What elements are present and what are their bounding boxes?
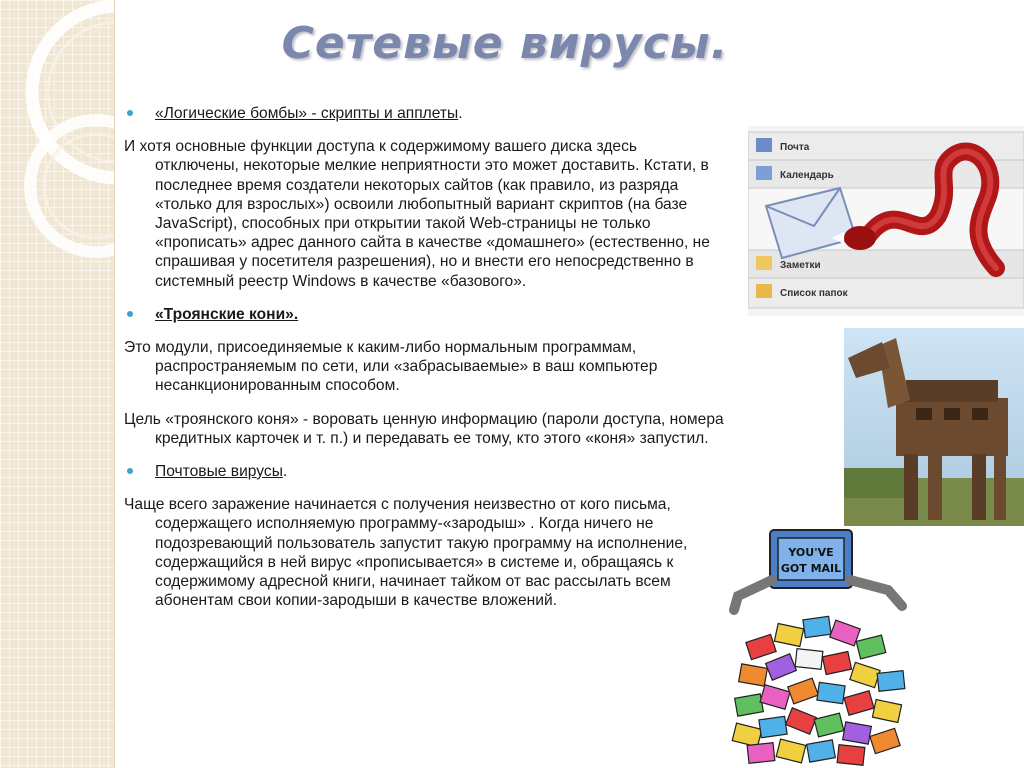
paragraph: Чаще всего заражение начинается с получения неизвестно от кого письма, содержащего исполняемую программу-«зародыш» . Когда ничего не подозревающий пользователь запустит такую программу на исполнение, содержащийся в ней вирус «прописывается» в системе и, обращаясь к содержимому адресной книги, начинает тайком от вас рассылать всем абонентам свои копии-зародыши в качестве вложений. [124, 496, 688, 610]
menu-item-notes: Заметки [780, 260, 821, 271]
menu-item-calendar: Календарь [780, 170, 834, 181]
section-heading: Почтовые вирусы [155, 463, 283, 481]
slide-title: Сетевые вирусы. [281, 18, 729, 69]
bullet-trojans [124, 305, 724, 324]
paragraph: Цель «троянского коня» - воровать ценную информацию (пароли доступа, номера кредитных карточек и т. п.) и передавать ее тому, кто этого «коня» запустил. [124, 410, 724, 447]
screen-text-line2: GOT MAIL [780, 562, 842, 575]
calendar-icon [756, 166, 772, 180]
menu-item-mail: Почта [780, 142, 810, 153]
bullet-logic-bombs [124, 104, 724, 123]
decorative-circles [0, 0, 114, 768]
section-heading: «Логические бомбы» - скрипты и апплеты [155, 105, 459, 122]
mail-icon [756, 138, 772, 152]
horse-body [896, 398, 1008, 456]
bullet-dot [127, 468, 133, 474]
decorative-side-strip [0, 0, 115, 768]
bullet-mail-viruses [124, 462, 724, 481]
menu-item-folders: Список папок [780, 288, 848, 299]
bullet-dot [127, 110, 133, 116]
heading-suffix: . [282, 463, 288, 481]
mail-worm-image [748, 126, 1024, 316]
folder-icon [756, 284, 772, 298]
bullet-dot [127, 311, 133, 317]
heading-suffix: . [458, 105, 463, 122]
slide-body [124, 104, 724, 624]
paragraph: Это модули, присоединяемые к каким-либо нормальным программам, распространяемым по сети, или «забрасываемые» в ваш компьютер несанкционированным способом. [124, 339, 658, 395]
notes-icon [756, 256, 772, 270]
section-heading: «Троянские кони». [155, 305, 299, 323]
mail-pile-image [728, 528, 914, 768]
paragraph: И хотя основные функции доступа к содержимому вашего диска здесь отключены, некоторые мелкие неприятности это может доставить. Кстати, в последнее время создатели некоторых сайтов (как правило, из разряда «только для взрослых») освоили любопытный вариант скриптов (на базе JavaScript), способных при открытии такой Web-страницы не только «прописать» адрес данного сайта в качестве «домашнего» (естественно, не спрашивая у посетителя разрешения), но и внести его непосредственно в системный реестр Windows в качестве «базового». [124, 138, 710, 290]
trojan-horse-image [844, 328, 1024, 526]
screen-text-line1: YOU'VE [788, 546, 834, 559]
